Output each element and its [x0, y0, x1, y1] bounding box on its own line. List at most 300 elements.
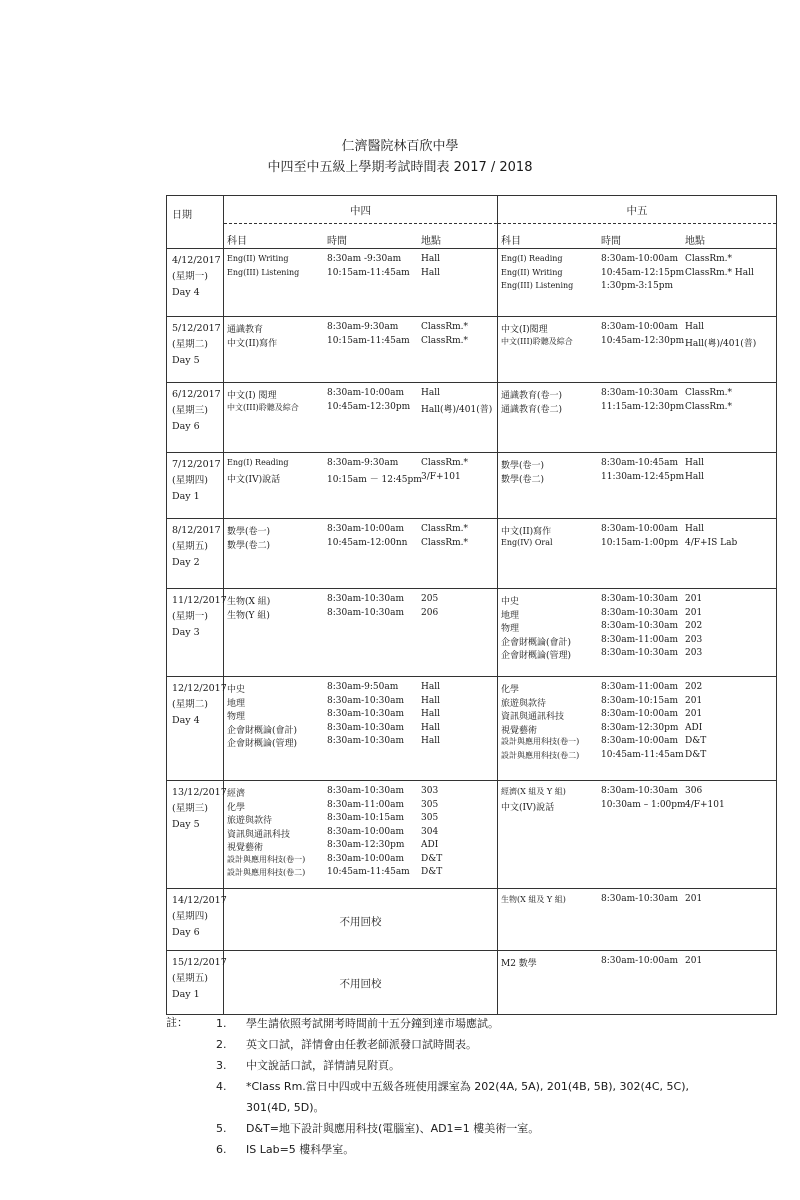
day-weekday: (星期四) — [172, 475, 208, 486]
exam-subject: Eng(IV) Oral — [501, 537, 553, 547]
exam-time: 8:30am-12:30pm — [327, 840, 405, 850]
form5-subject-header: 科目 — [501, 236, 521, 247]
exam-entry — [224, 472, 497, 486]
exam-time: 8:30am-10:15am — [327, 813, 404, 823]
exam-venue: 205 — [421, 594, 439, 604]
date-cell — [167, 889, 227, 951]
day-cycle: Day 4 — [172, 287, 200, 298]
exam-entry — [224, 800, 497, 814]
exam-subject: 化學 — [227, 802, 246, 813]
exam-entry — [498, 458, 776, 472]
exam-entry — [498, 956, 776, 970]
day-cycle: Day 6 — [172, 421, 200, 432]
note-number: 4. — [216, 1080, 227, 1093]
form4-cell — [224, 889, 498, 951]
exam-time: 10:15am － 12:45pm — [327, 474, 422, 485]
day-weekday: (星期三) — [172, 405, 208, 416]
day-weekday: (星期一) — [172, 611, 208, 622]
exam-entry — [224, 867, 497, 881]
exam-venue: 304 — [421, 826, 439, 837]
day-date: 7/12/2017 — [172, 459, 221, 470]
exam-entry — [498, 709, 776, 723]
exam-subject: M2 數學 — [501, 959, 537, 969]
day-row — [167, 453, 777, 519]
exam-entry — [224, 813, 497, 827]
exam-time: 8:30am-10:00am — [601, 956, 678, 966]
exam-time: 8:30am-10:30am — [601, 894, 678, 904]
no-school-text: 不用回校 — [339, 978, 382, 990]
form4-cell — [224, 781, 498, 889]
exam-entry — [224, 840, 497, 854]
exam-subject: 地理 — [227, 698, 246, 709]
day-cycle: Day 2 — [172, 557, 200, 568]
form5-cell — [498, 951, 777, 1015]
exam-venue: 201 — [685, 956, 703, 966]
exam-entry — [498, 894, 776, 908]
day-cycle: Day 5 — [172, 355, 200, 366]
exam-entry — [224, 608, 497, 622]
exam-venue: 203 — [685, 648, 703, 658]
exam-venue: ClassRm.* — [421, 458, 469, 468]
exam-time: 8:30am-11:00am — [601, 682, 678, 692]
day-weekday: (星期二) — [172, 699, 208, 710]
form4-cell — [224, 383, 498, 453]
exam-subject: 企會財概論(管理) — [227, 739, 298, 749]
day-date: 4/12/2017 — [172, 255, 221, 266]
exam-venue: 202 — [685, 682, 703, 692]
date-cell — [167, 589, 227, 677]
exam-venue: D&T — [685, 736, 707, 746]
exam-entry — [498, 254, 776, 268]
note-number: 5. — [216, 1122, 227, 1135]
day-cycle: Day 6 — [172, 927, 200, 938]
form5-cell — [498, 519, 777, 589]
exam-entry — [224, 682, 497, 696]
exam-time: 8:30am-10:00am — [327, 524, 404, 534]
note-text: 學生請依照考試開考時間前十五分鐘到達市場應試。 — [246, 1017, 499, 1030]
day-row — [167, 249, 777, 317]
exam-entry — [498, 472, 776, 486]
exam-entry — [498, 388, 776, 402]
exam-venue: Hall — [421, 388, 440, 398]
day-weekday: (星期五) — [172, 541, 208, 552]
exam-time: 8:30am-10:30am — [601, 607, 678, 618]
form4-label: 中四 — [350, 205, 371, 217]
exam-time: 1:30pm-3:15pm — [601, 281, 674, 291]
exam-time: 8:30am-9:50am — [327, 682, 399, 692]
form4-time-header: 時間 — [327, 236, 347, 247]
exam-entry — [498, 268, 776, 282]
exam-entry — [224, 388, 497, 402]
exam-entry — [498, 800, 776, 814]
exam-entry — [498, 281, 776, 295]
exam-subject: 生物(Y 組) — [227, 610, 270, 621]
exam-venue: ClassRm.* — [421, 322, 469, 332]
exam-time: 8:30am-10:00am — [327, 853, 404, 864]
exam-subject: 設計與應用科技(卷二) — [227, 868, 306, 877]
exam-entry — [224, 723, 497, 737]
exam-entry — [224, 322, 497, 336]
exam-subject: 數學(卷二) — [501, 474, 545, 485]
exam-venue: Hall — [685, 322, 704, 332]
date-cell — [167, 383, 224, 453]
exam-venue: Hall — [685, 524, 704, 534]
note-text: 中文說話口試，詳情請見附頁。 — [246, 1059, 400, 1072]
exam-time: 8:30am-10:30am — [601, 648, 678, 658]
exam-subject: 資訊與通訊科技 — [501, 712, 565, 722]
exam-time: 8:30am-10:15am — [601, 695, 678, 706]
exam-subject: 中文(IV)說話 — [227, 474, 281, 485]
exam-venue: Hall — [421, 736, 440, 746]
day-weekday: (星期五) — [172, 973, 208, 984]
exam-entry — [224, 402, 497, 416]
exam-venue: 201 — [685, 709, 703, 719]
exam-time: 8:30am -9:30am — [327, 254, 402, 264]
exam-subject: 數學(卷一) — [501, 461, 545, 471]
exam-venue: ClassRm.* — [685, 254, 733, 264]
day-row — [167, 317, 777, 383]
exam-subject: 通識教育(卷二) — [501, 404, 563, 415]
exam-subject: 中史 — [227, 685, 246, 695]
day-cycle: Day 5 — [172, 819, 200, 830]
exam-subject: 物理 — [501, 624, 520, 634]
date-cell — [167, 519, 224, 589]
exam-venue: 202 — [685, 621, 703, 631]
exam-subject: Eng(III) Listening — [501, 281, 574, 290]
form5-label: 中五 — [626, 205, 648, 217]
exam-time: 10:45am-12:15pm — [601, 267, 685, 278]
exam-venue: ClassRm.* — [685, 388, 733, 398]
exam-time: 10:45am-12:30pm — [601, 335, 685, 346]
form4-subject-header: 科目 — [227, 236, 247, 247]
exam-venue: ADI — [685, 722, 703, 733]
form5-cell — [498, 453, 777, 519]
day-row — [167, 519, 777, 589]
exam-time: 8:30am-10:30am — [601, 388, 678, 398]
exam-entry — [224, 854, 497, 868]
exam-time: 8:30am-10:30am — [601, 594, 678, 604]
form5-cell — [498, 383, 777, 453]
note-number: 1. — [216, 1017, 227, 1030]
exam-venue: D&T — [421, 867, 443, 877]
exam-time: 8:30am-10:30am — [327, 722, 404, 733]
exam-subject: 旅遊與款待 — [227, 816, 273, 826]
day-cycle: Day 1 — [172, 989, 200, 1000]
exam-venue: 4/F+101 — [685, 799, 725, 810]
exam-time: 8:30am-10:00am — [601, 524, 678, 534]
table-header-row — [167, 196, 777, 249]
day-row — [167, 781, 777, 889]
form4-cell — [224, 453, 498, 519]
exam-venue: 206 — [421, 607, 439, 618]
exam-venue: ClassRm.* — [421, 335, 469, 346]
exam-entry — [224, 458, 497, 472]
exam-subject: 物理 — [227, 712, 246, 722]
exam-venue: ADI — [421, 840, 439, 850]
exam-subject: 中文(I) 閱理 — [227, 391, 277, 401]
exam-subject: 企會財概論(會計) — [227, 725, 298, 736]
exam-entry — [224, 254, 497, 268]
exam-timetable — [166, 195, 777, 1015]
exam-subject: 設計與應用科技(卷一) — [227, 854, 306, 864]
form5-cell — [498, 889, 777, 951]
exam-venue: Hall — [685, 458, 704, 468]
exam-venue: 201 — [685, 894, 703, 904]
exam-subject: 生物(X 組及 Y 組) — [501, 895, 566, 904]
exam-time: 8:30am-10:30am — [327, 695, 404, 706]
note-text: *Class Rm.當日中四或中五級各班使用課室為 202(4A, 5A), 201(4B, 5B), 302(4C, 5C), — [246, 1080, 689, 1093]
exam-subject: Eng(III) Listening — [227, 267, 300, 277]
exam-subject: 中史 — [501, 597, 520, 607]
exam-venue: 201 — [685, 607, 703, 618]
exam-time: 10:45am-11:45am — [327, 867, 410, 877]
exam-venue: Hall — [421, 709, 440, 719]
exam-time: 8:30am-9:30am — [327, 458, 399, 468]
day-weekday: (星期四) — [172, 911, 208, 922]
school-name: 仁濟醫院林百欣中學 — [341, 139, 459, 154]
exam-time: 11:15am-12:30pm — [601, 401, 685, 412]
note-text: 英文口試，詳情會由任教老師派發口試時間表。 — [246, 1038, 477, 1051]
exam-subject: 數學(卷一) — [227, 527, 271, 537]
day-weekday: (星期三) — [172, 803, 208, 814]
note-number: 6. — [216, 1143, 227, 1156]
exam-entry — [498, 336, 776, 350]
exam-time: 8:30am-10:30am — [327, 736, 404, 746]
exam-subject: 中文(I)閱理 — [501, 325, 548, 335]
exam-entry — [498, 608, 776, 622]
exam-entry — [498, 786, 776, 800]
exam-subject: 中文(II)寫作 — [501, 527, 552, 537]
exam-time: 8:30am-10:30am — [327, 786, 404, 796]
exam-subject: 數學(卷二) — [227, 540, 271, 551]
day-row — [167, 677, 777, 781]
form4-header — [224, 196, 498, 249]
exam-time: 10:45am-12:00nn — [327, 537, 408, 548]
exam-subject: 旅遊與款待 — [501, 698, 547, 709]
exam-venue: 306 — [685, 786, 703, 796]
exam-venue: ClassRm.* — [685, 401, 733, 412]
exam-entry — [498, 635, 776, 649]
exam-venue: 4/F+IS Lab — [685, 537, 738, 548]
exam-venue: 303 — [421, 786, 439, 796]
form4-cell — [224, 589, 498, 677]
day-date: 15/12/2017 — [172, 957, 227, 968]
exam-time: 10:30am – 1:00pm — [601, 799, 686, 810]
exam-time: 8:30am-10:00am — [601, 254, 678, 264]
form4-cell — [224, 317, 498, 383]
exam-subject: Eng(II) Writing — [501, 267, 563, 277]
form4-cell — [224, 951, 498, 1015]
exam-entry — [498, 594, 776, 608]
page-title: 中四至中五級上學期考試時間表 2017 / 2018 — [267, 160, 533, 175]
day-cycle: Day 3 — [172, 627, 200, 638]
form5-cell — [498, 589, 777, 677]
exam-entry — [224, 696, 497, 710]
exam-subject: 中文(III)聆聽及綜合 — [501, 336, 573, 346]
exam-subject: 資訊與通訊科技 — [227, 829, 291, 840]
form4-venue-header: 地點 — [421, 236, 441, 247]
day-date: 11/12/2017 — [172, 595, 227, 606]
exam-entry — [498, 322, 776, 336]
exam-subject: 中文(IV)說話 — [501, 802, 555, 813]
exam-subject: 企會財概論(管理) — [501, 651, 572, 661]
day-row — [167, 589, 777, 677]
exam-venue: ClassRm.* — [421, 537, 469, 548]
exam-time: 8:30am-10:30am — [327, 709, 404, 719]
date-cell — [167, 781, 227, 889]
exam-time: 8:30am-10:00am — [327, 826, 404, 837]
no-school-text: 不用回校 — [339, 916, 382, 928]
exam-subject: 通識教育(卷一) — [501, 391, 563, 401]
exam-subject: 視覺藝術 — [227, 843, 264, 853]
exam-venue: Hall(粵)/401(普) — [685, 338, 757, 349]
exam-subject: 視覺藝術 — [501, 725, 538, 736]
exam-entry — [498, 538, 776, 552]
day-date: 12/12/2017 — [172, 683, 227, 694]
exam-subject: Eng(II) Writing — [227, 254, 289, 263]
exam-subject: Eng(I) Reading — [227, 458, 289, 467]
exam-subject: 企會財概論(會計) — [501, 637, 572, 648]
exam-time: 8:30am-10:45am — [601, 458, 678, 468]
exam-entry — [498, 750, 776, 764]
form4-cell — [224, 519, 498, 589]
exam-entry — [498, 402, 776, 416]
exam-entry — [498, 621, 776, 635]
exam-venue: 201 — [685, 594, 703, 604]
exam-venue: 203 — [685, 634, 703, 645]
exam-venue: D&T — [685, 749, 707, 760]
exam-subject: 通識教育 — [227, 325, 264, 335]
exam-entry — [498, 524, 776, 538]
form5-cell — [498, 677, 777, 781]
exam-subject: Eng(I) Reading — [501, 254, 563, 263]
exam-venue: Hall — [421, 254, 440, 264]
date-cell — [167, 453, 224, 519]
day-date: 6/12/2017 — [172, 389, 221, 400]
exam-entry — [224, 827, 497, 841]
day-date: 8/12/2017 — [172, 525, 221, 536]
exam-entry — [224, 786, 497, 800]
exam-venue: D&T — [421, 853, 443, 864]
exam-time: 10:15am-11:45am — [327, 267, 410, 278]
note-text: D&T=地下設計與應用科技(電腦室)、AD1=1 樓美術一室。 — [246, 1122, 540, 1135]
exam-time: 8:30am-10:30am — [327, 607, 404, 618]
exam-time: 8:30am-10:30am — [601, 621, 678, 631]
exam-entry — [498, 736, 776, 750]
exam-time: 8:30am-10:00am — [327, 388, 404, 398]
exam-subject: 設計與應用科技(卷二) — [501, 750, 580, 760]
exam-time: 8:30am-12:30pm — [601, 722, 679, 733]
exam-time: 11:30am-12:45pm — [601, 471, 685, 482]
exam-time: 8:30am-10:00am — [601, 322, 678, 332]
exam-venue: ClassRm.* Hall — [685, 267, 754, 278]
exam-subject: 地理 — [501, 610, 520, 621]
date-cell — [167, 249, 224, 317]
day-weekday: (星期二) — [172, 339, 208, 350]
exam-time: 8:30am-10:00am — [601, 736, 678, 746]
date-cell — [167, 317, 224, 383]
form5-cell — [498, 249, 777, 317]
day-row — [167, 951, 777, 1015]
exam-venue: 3/F+101 — [421, 471, 461, 482]
exam-venue: ClassRm.* — [421, 524, 469, 534]
note-text: 301(4D, 5D)。 — [246, 1101, 325, 1114]
notes-label: 註： — [166, 1016, 188, 1029]
exam-subject: 中文(III)聆聽及綜合 — [227, 402, 299, 412]
exam-subject: 化學 — [501, 685, 520, 695]
form5-header — [498, 196, 777, 249]
exam-venue: 305 — [421, 799, 439, 810]
exam-entry — [224, 709, 497, 723]
exam-entry — [224, 268, 497, 282]
exam-subject: 設計與應用科技(卷一) — [501, 737, 580, 746]
form5-venue-header: 地點 — [685, 236, 705, 247]
form5-time-header: 時間 — [601, 236, 621, 247]
exam-time: 10:45am-12:30pm — [327, 401, 411, 412]
dashed-divider — [498, 223, 776, 224]
note-text: IS Lab=5 樓科學室。 — [246, 1143, 355, 1156]
exam-time: 10:15am-1:00pm — [601, 537, 679, 548]
note-number: 2. — [216, 1038, 227, 1051]
exam-venue: Hall(粵)/401(普) — [421, 404, 493, 415]
exam-subject: 生物(X 組) — [227, 597, 271, 607]
exam-venue: Hall — [421, 695, 440, 706]
day-date: 13/12/2017 — [172, 787, 227, 798]
exam-entry — [224, 336, 497, 350]
form4-cell — [224, 677, 498, 781]
exam-subject: 經濟 — [227, 789, 246, 799]
exam-venue: Hall — [685, 471, 704, 482]
exam-time: 8:30am-11:00am — [601, 634, 678, 645]
exam-time: 8:30am-10:30am — [327, 594, 404, 604]
day-date: 5/12/2017 — [172, 323, 221, 334]
exam-time: 8:30am-10:00am — [601, 709, 678, 719]
exam-venue: Hall — [421, 682, 440, 692]
exam-venue: 201 — [685, 695, 703, 706]
exam-entry — [498, 648, 776, 662]
exam-venue: Hall — [421, 722, 440, 733]
exam-entry — [498, 682, 776, 696]
day-cycle: Day 4 — [172, 715, 200, 726]
exam-subject: 經濟(X 組及 Y 組) — [501, 787, 566, 796]
exam-time: 10:15am-11:45am — [327, 335, 410, 346]
date-column-header: 日期 — [167, 196, 224, 249]
dashed-divider — [224, 223, 497, 224]
exam-entry — [224, 524, 497, 538]
day-date: 14/12/2017 — [172, 895, 227, 906]
exam-subject: 中文(II)寫作 — [227, 338, 278, 349]
date-cell — [167, 951, 227, 1015]
form5-cell — [498, 317, 777, 383]
form4-cell — [224, 249, 498, 317]
exam-time: 8:30am-11:00am — [327, 799, 404, 810]
day-weekday: (星期一) — [172, 271, 208, 282]
exam-entry — [224, 594, 497, 608]
exam-time: 8:30am-9:30am — [327, 322, 399, 332]
exam-venue: Hall — [421, 267, 440, 278]
form5-cell — [498, 781, 777, 889]
exam-time: 8:30am-10:30am — [601, 786, 678, 796]
day-row — [167, 889, 777, 951]
exam-venue: 305 — [421, 813, 439, 823]
exam-entry — [224, 538, 497, 552]
day-row — [167, 383, 777, 453]
day-cycle: Day 1 — [172, 491, 200, 502]
exam-entry — [498, 696, 776, 710]
exam-entry — [498, 723, 776, 737]
exam-time: 10:45am-11:45am — [601, 749, 684, 760]
exam-entry — [224, 736, 497, 750]
